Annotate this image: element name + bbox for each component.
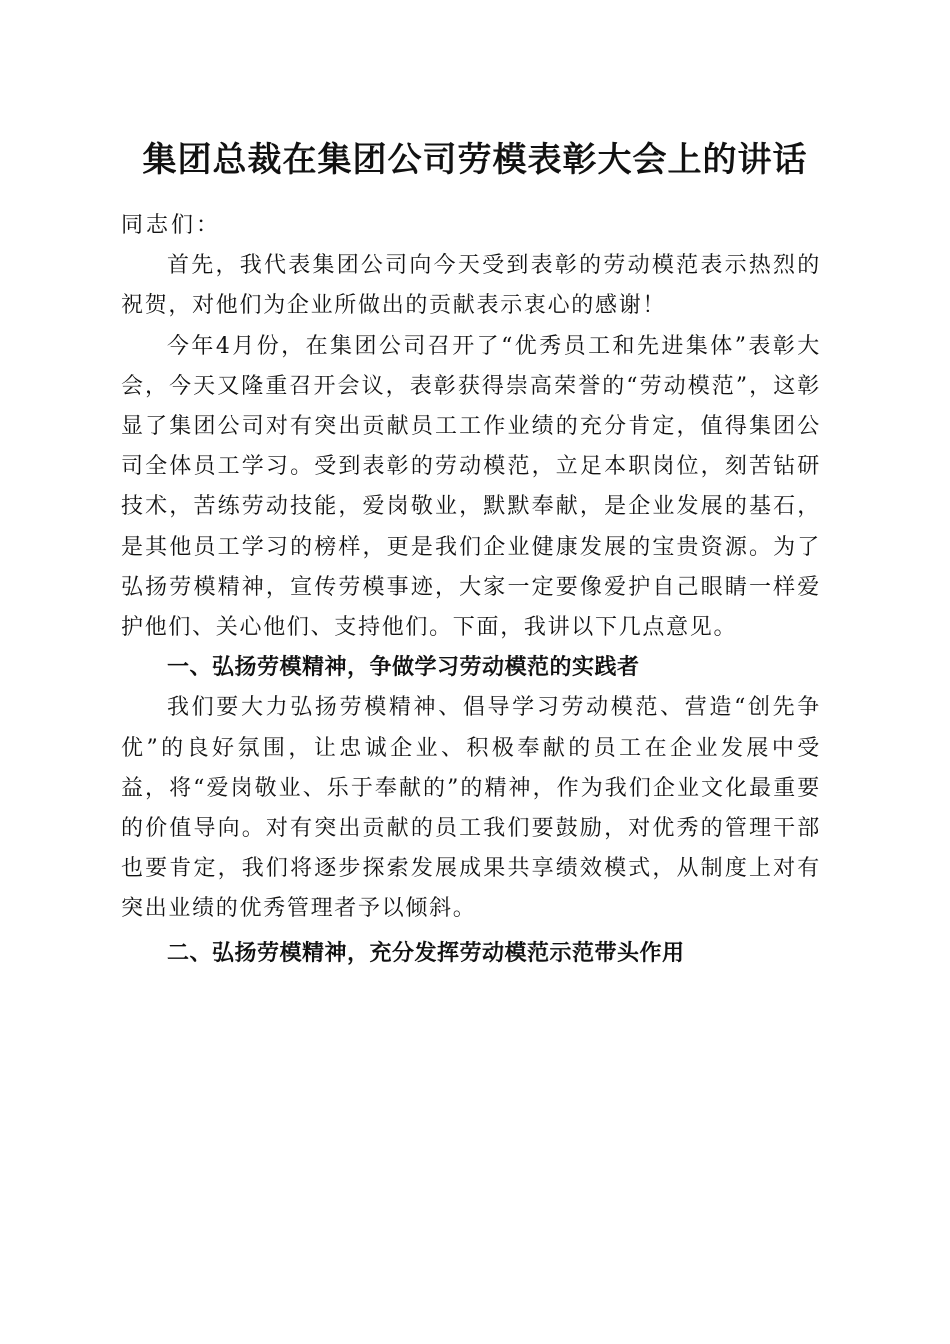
- paragraph-congratulations: 首先，我代表集团公司向今天受到表彰的劳动模范表示热烈的祝贺，对他们为企业所做出的贡献表示衷心的感谢！: [121, 253, 821, 319]
- section-heading-2: 二、弘扬劳模精神，充分发挥劳动模范示范带头作用: [167, 940, 685, 966]
- document-body: [121, 206, 821, 974]
- document-title: 集团总裁在集团公司劳模表彰大会上的讲话: [142, 140, 808, 180]
- section-heading-1: 一、弘扬劳模精神，争做学习劳动模范的实践者: [167, 655, 640, 681]
- paragraph-background: 今年4月份，在集团公司召开了“优秀员工和先进集体”表彰大会，今天又隆重召开会议，表彰获得崇高荣誉的“劳动模范”，这彰显了集团公司对有突出贡献员工工作业绩的充分肯定，值得集团公司全体员工学习。受到表彰的劳动模范，立足本职岗位，刻苦钻研技术，苦练劳动技能，爱岗敬业，默默奉献，是企业发展的基石，是其他员工学习的榜样，更是我们企业健康发展的宝贵资源。为了弘扬劳模精神，宣传劳模事迹，大家一定要像爱护自己眼睛一样爱护他们、关心他们、支持他们。下面，我讲以下几点意见。: [121, 333, 821, 641]
- section-paragraph-1: 我们要大力弘扬劳模精神、倡导学习劳动模范、营造“创先争优”的良好氛围，让忠诚企业、积极奉献的员工在企业发展中受益，将“爱岗敬业、乐于奉献的”的精神，作为我们企业文化最重要的价值导向。对有突出贡献的员工我们要鼓励，对优秀的管理干部也要肯定，我们将逐步探索发展成果共享绩效模式，从制度上对有突出业绩的优秀管理者予以倾斜。: [121, 695, 821, 922]
- salutation: 同志们：: [121, 213, 222, 238]
